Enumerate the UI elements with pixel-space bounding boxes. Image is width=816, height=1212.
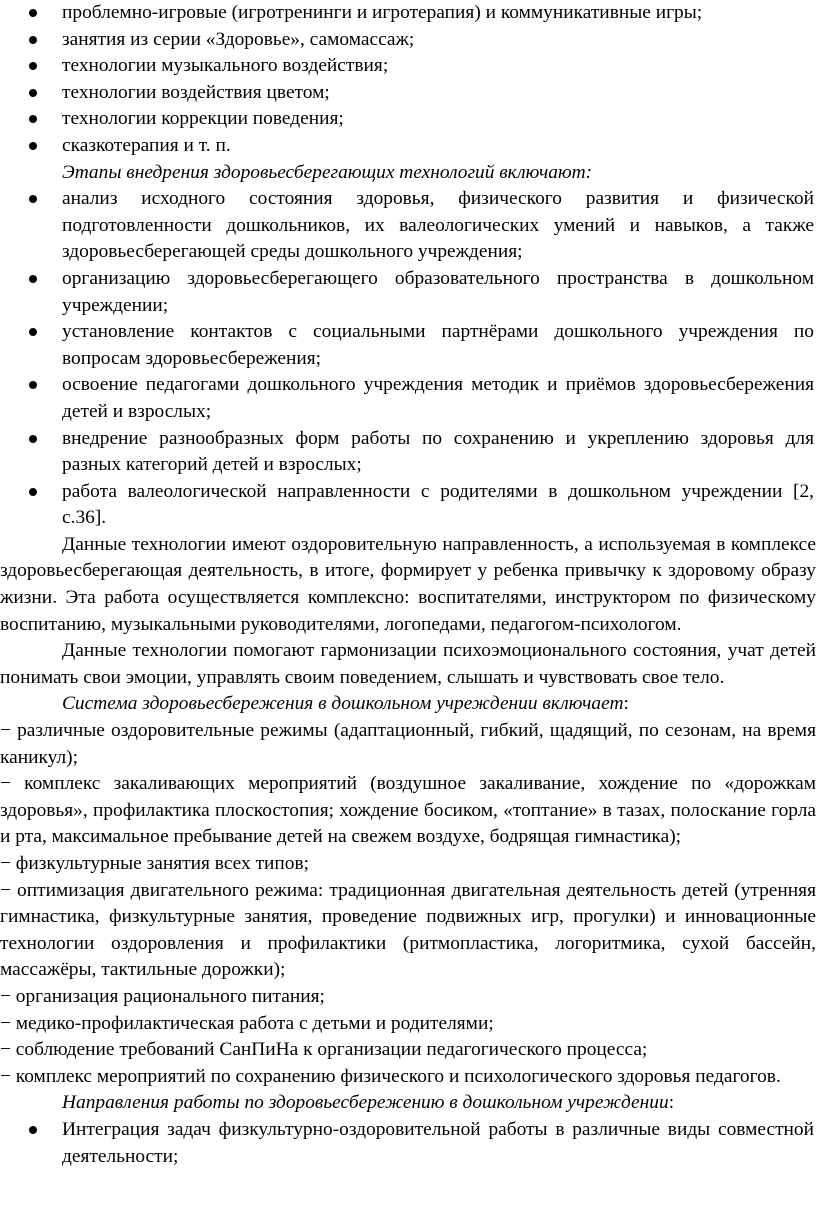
heading-directions <box>0 1090 816 1117</box>
list-item: технологии музыкального воздействия; <box>0 53 816 80</box>
list-item: технологии воздействия цветом; <box>0 80 816 107</box>
list-item: занятия из серии «Здоровье», самомассаж; <box>0 27 816 54</box>
heading-system <box>0 691 816 718</box>
heading-system-colon: : <box>623 693 629 715</box>
list-item: освоение педагогами дошкольного учреждения методик и приёмов здоровьесбережения детей и взрослых; <box>0 372 816 425</box>
list-item: − физкультурные занятия всех типов; <box>0 853 310 874</box>
bullet-list-directions <box>0 1117 816 1170</box>
dash-list-system <box>0 718 816 1090</box>
heading-directions-colon: : <box>668 1092 675 1114</box>
list-item: установление контактов с социальными партнёрами дошкольного учреждения по вопросам здоровьесбережения; <box>0 319 816 372</box>
list-item: − комплекс закаливающих мероприятий (воздушное закаливание, хождение по «дорожкам здоровья», профилактика плоскостопия; хождение босиком, «топтание» в тазах, полоскание горла и рта, максимальное пребывание детей на свежем воздухе, бодрящая гимнастика); <box>0 773 816 848</box>
heading-stages: Этапы внедрения здоровьесберегающих технологий включают: <box>62 161 593 183</box>
list-item: проблемно-игровые (игротренинги и игротерапия) и коммуникативные игры; <box>0 0 816 27</box>
list-item: Интеграция задач физкультурно-оздоровительной работы в различные виды совместной деятельности; <box>0 1117 816 1170</box>
list-item: работа валеологической направленности с родителями в дошкольном учреждении [2, с.36]. <box>0 479 816 532</box>
list-item: − оптимизация двигательного режима: традиционная двигательная деятельность детей (утренняя гимнастика, физкультурные занятия, проведение подвижных игр, прогулки) и инновационные технологии оздоровления и профилактики (ритмопластика, логоритмика, сухой бассейн, массажёры, тактильные дорожки); <box>0 879 816 981</box>
list-item: сказкотерапия и т. п. <box>0 133 816 160</box>
list-item: − соблюдение требований СанПиНа к организации педагогического процесса; <box>0 1039 648 1061</box>
list-item: организацию здоровьесберегающего образовательного пространства в дошкольном учреждении; <box>0 266 816 319</box>
heading-directions-text: Направления работы по здоровьесбережению в дошкольном учреждении <box>62 1092 669 1114</box>
list-item: − организация рационального питания; <box>0 985 325 1007</box>
list-item: − различные оздоровительные режимы (адаптационный, гибкий, щадящий, по сезонам, на время каникул); <box>0 720 816 768</box>
bullet-list-stages <box>0 186 816 532</box>
paragraph-technologies-direction: Данные технологии имеют оздоровительную направленность, а используемая в комплексе здоровьесберегающая деятельность, в итоге, формирует у ребенка привычку к здоровому образу жизни. Эта работа осуществляется комплексно: воспитателями, инструктором по физическому воспитанию, музыкальными руководителями, логопедами, педагогом-психологом. <box>0 533 816 635</box>
list-item: − медико-профилактическая работа с детьми и родителями; <box>0 1012 494 1034</box>
list-item: анализ исходного состояния здоровья, физического развития и физической подготовленности дошкольников, их валеологических умений и навыков, а также здоровьесберегающей среды дошкольного учреждения; <box>0 186 816 266</box>
list-item: внедрение разнообразных форм работы по сохранению и укреплению здоровья для разных категорий детей и взрослых; <box>0 426 816 479</box>
list-item: − комплекс мероприятий по сохранению физического и психологического здоровья педагогов. <box>0 1065 781 1087</box>
heading-system-text: Система здоровьесбережения в дошкольном учреждении включает <box>62 693 624 715</box>
bullet-list-methods <box>0 0 816 160</box>
list-item: технологии коррекции поведения; <box>0 106 816 133</box>
paragraph-technologies-harmonize: Данные технологии помогают гармонизации психоэмоционального состояния, учат детей понимать свои эмоции, управлять своим поведением, слышать и чувствовать свое тело. <box>0 640 816 688</box>
